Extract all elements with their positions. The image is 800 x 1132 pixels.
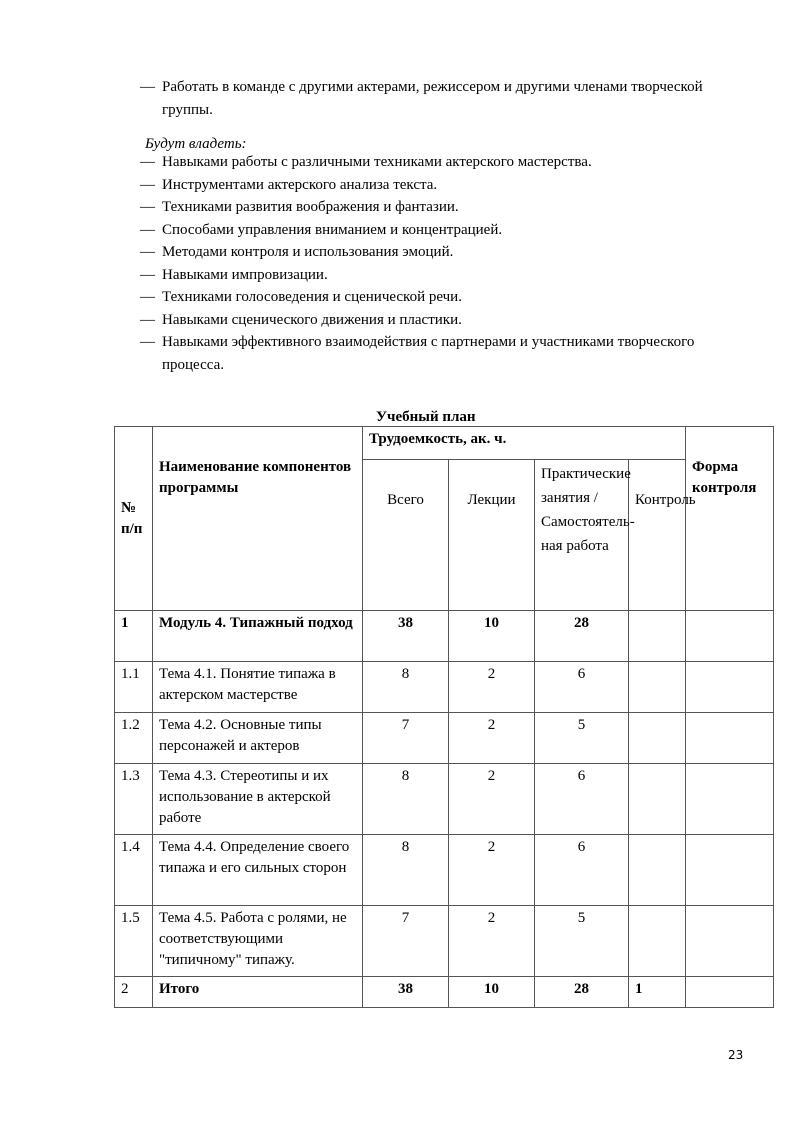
table-row <box>115 906 774 977</box>
row-num: 2 <box>115 977 153 1008</box>
header-form: Форма контроля <box>686 427 774 611</box>
dash-marker: — <box>140 244 155 260</box>
row-form <box>686 713 774 764</box>
intro-list <box>140 76 750 121</box>
list-item <box>140 264 750 287</box>
row-num: 1.1 <box>115 662 153 713</box>
list-item-text: Способами управления вниманием и концентрацией. <box>162 221 503 238</box>
row-practice: 28 <box>535 977 629 1008</box>
header-lectures: Лекции <box>449 460 535 611</box>
row-control <box>629 611 686 662</box>
row-control <box>629 835 686 906</box>
page-number: 23 <box>728 1048 744 1062</box>
row-name: Тема 4.1. Понятие типажа в актерском мастерстве <box>153 662 363 713</box>
row-total: 7 <box>363 906 449 977</box>
dash-marker: — <box>140 79 155 95</box>
list-item <box>140 174 750 197</box>
dash-marker: — <box>140 266 155 283</box>
row-control <box>629 906 686 977</box>
row-num: 1 <box>115 611 153 662</box>
list-item-text: Навыками эффективного взаимодействия с партнерами и участниками творческого процесса. <box>162 334 695 373</box>
list-item <box>140 286 750 309</box>
list-item-text: Методами контроля и использования эмоций. <box>162 244 454 260</box>
table-header-row <box>115 427 774 460</box>
list-item-text: Работать в команде с другими актерами, режиссером и другими членами творческой группы. <box>162 79 703 118</box>
row-practice: 6 <box>535 662 629 713</box>
row-practice: 6 <box>535 764 629 835</box>
table-row <box>115 764 774 835</box>
row-control: 1 <box>629 977 686 1008</box>
list-item <box>140 196 750 219</box>
table-title: Учебный план <box>376 409 476 425</box>
table-row <box>115 611 774 662</box>
header-name: Наименование компонентов программы <box>153 427 363 611</box>
row-practice: 6 <box>535 835 629 906</box>
dash-marker: — <box>140 176 155 193</box>
row-num: 1.3 <box>115 764 153 835</box>
row-lectures: 2 <box>449 713 535 764</box>
row-lectures: 2 <box>449 662 535 713</box>
list-item <box>140 76 750 121</box>
curriculum-table <box>114 426 774 1008</box>
row-form <box>686 764 774 835</box>
list-item <box>140 309 750 332</box>
skills-list <box>140 151 750 376</box>
list-item <box>140 241 750 264</box>
list-item-text: Техниками голосоведения и сценической речи. <box>162 289 462 305</box>
list-item-text: Техниками развития воображения и фантазии. <box>162 199 459 215</box>
row-form <box>686 835 774 906</box>
row-practice: 5 <box>535 713 629 764</box>
row-control <box>629 662 686 713</box>
list-item-text: Инструментами актерского анализа текста. <box>162 176 438 193</box>
header-control: Контроль <box>629 460 686 611</box>
table-row-total <box>115 977 774 1008</box>
dash-marker: — <box>140 221 155 238</box>
dash-marker: — <box>140 154 155 170</box>
row-total: 38 <box>363 977 449 1008</box>
row-name: Тема 4.5. Работа с ролями, не соответствующими "типичному" типажу. <box>153 906 363 977</box>
row-name: Тема 4.2. Основные типы персонажей и актеров <box>153 713 363 764</box>
row-total: 38 <box>363 611 449 662</box>
row-total: 8 <box>363 662 449 713</box>
table-row <box>115 713 774 764</box>
row-num: 1.2 <box>115 713 153 764</box>
table-row <box>115 835 774 906</box>
list-item <box>140 331 750 376</box>
row-lectures: 2 <box>449 764 535 835</box>
row-lectures: 10 <box>449 611 535 662</box>
row-total: 8 <box>363 835 449 906</box>
row-lectures: 10 <box>449 977 535 1008</box>
row-name: Итого <box>153 977 363 1008</box>
dash-marker: — <box>140 199 155 215</box>
row-total: 7 <box>363 713 449 764</box>
row-form <box>686 611 774 662</box>
dash-marker: — <box>140 289 155 305</box>
table-row <box>115 662 774 713</box>
list-item-text: Навыками работы с различными техниками актерского мастерства. <box>162 154 592 170</box>
list-item <box>140 219 750 242</box>
row-num: 1.5 <box>115 906 153 977</box>
header-num: № п/п <box>115 427 153 611</box>
row-name: Тема 4.3. Стереотипы и их использование в актерской работе <box>153 764 363 835</box>
row-control <box>629 713 686 764</box>
list-item-text: Навыками сценического движения и пластики. <box>162 311 462 328</box>
row-control <box>629 764 686 835</box>
row-form <box>686 662 774 713</box>
row-total: 8 <box>363 764 449 835</box>
row-form <box>686 977 774 1008</box>
dash-marker: — <box>140 311 155 328</box>
row-form <box>686 906 774 977</box>
list-item-text: Навыками импровизации. <box>162 266 328 283</box>
header-workload: Трудоемкость, ак. ч. <box>363 427 686 460</box>
row-practice: 28 <box>535 611 629 662</box>
row-lectures: 2 <box>449 906 535 977</box>
row-name: Модуль 4. Типажный подход <box>153 611 363 662</box>
dash-marker: — <box>140 334 155 350</box>
row-num: 1.4 <box>115 835 153 906</box>
skills-heading: Будут владеть: <box>145 136 247 152</box>
header-practice: Практические занятия / Самостоятель-ная работа <box>535 460 629 611</box>
row-practice: 5 <box>535 906 629 977</box>
row-name: Тема 4.4. Определение своего типажа и его сильных сторон <box>153 835 363 906</box>
row-lectures: 2 <box>449 835 535 906</box>
list-item <box>140 151 750 174</box>
header-total: Всего <box>363 460 449 611</box>
